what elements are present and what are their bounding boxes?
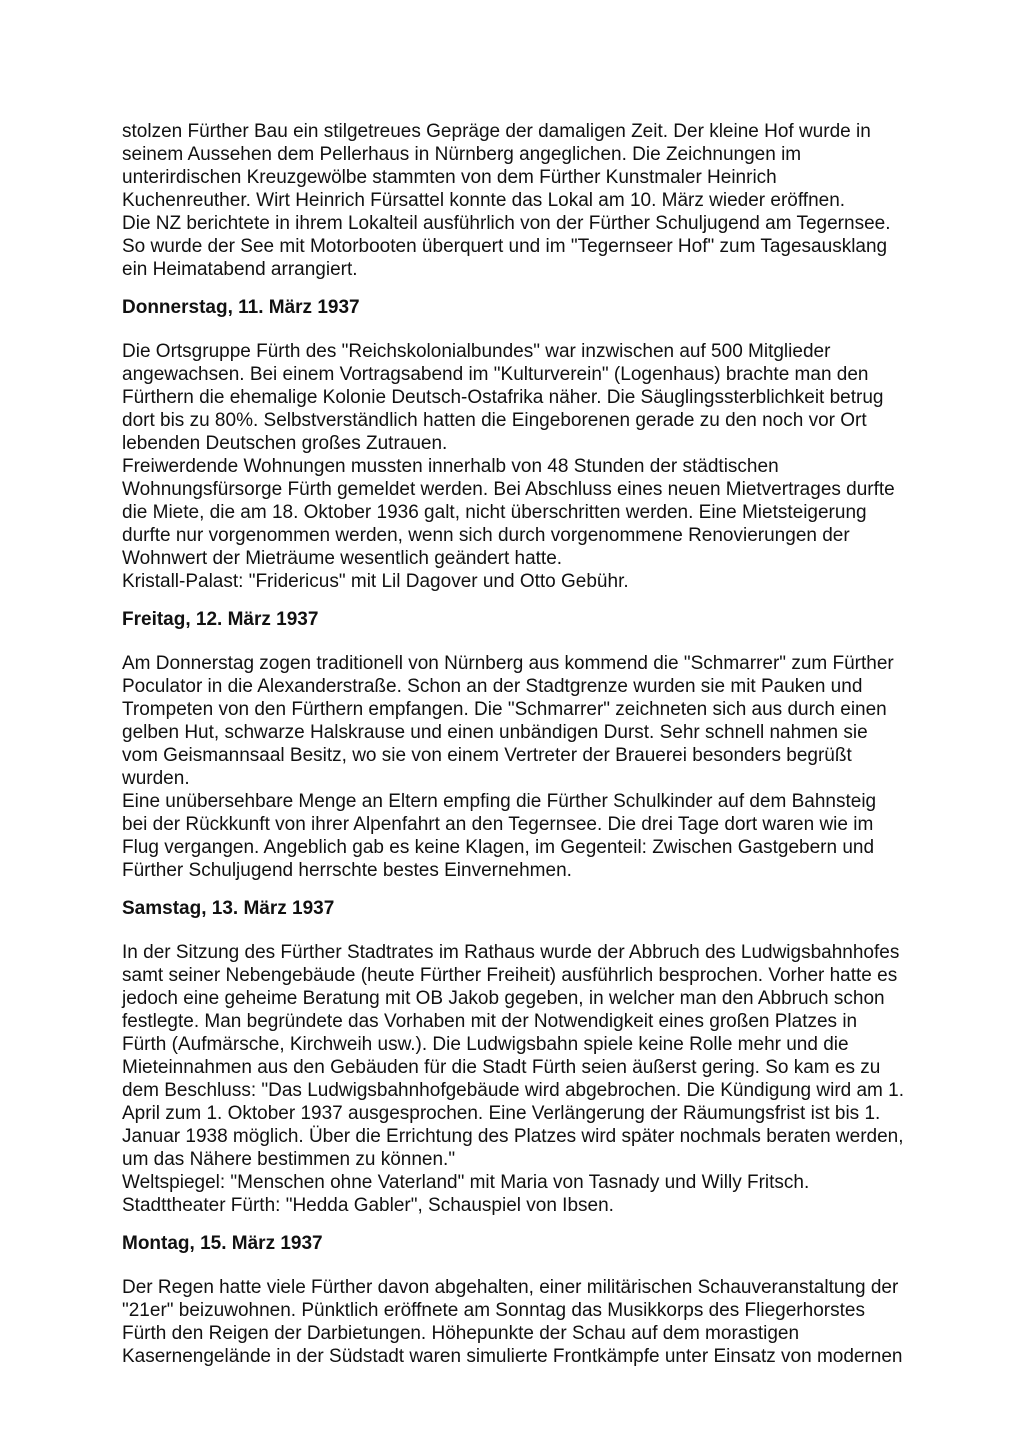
text-line: Kristall-Palast: "Fridericus" mit Lil Dagover und Otto Gebühr. bbox=[122, 571, 629, 592]
text-line: wurden. bbox=[122, 768, 190, 789]
section-heading: Montag, 15. März 1937 bbox=[122, 1233, 323, 1254]
text-line: Fürth (Aufmärsche, Kirchweih usw.). Die Ludwigsbahn spiele keine Rolle mehr und die bbox=[122, 1034, 849, 1055]
paragraph bbox=[122, 652, 922, 790]
text-line: Eine unübersehbare Menge an Eltern empfing die Fürther Schulkinder auf dem Bahnsteig bbox=[122, 791, 877, 812]
text-line: Freiwerdende Wohnungen mussten innerhalb von 48 Stunden der städtischen bbox=[122, 456, 779, 477]
text-line: Wohnwert der Mieträume wesentlich geändert hatte. bbox=[122, 548, 563, 569]
text-line: Trompeten von den Fürthern empfangen. Die "Schmarrer" zeichneten sich aus durch einen bbox=[122, 699, 887, 720]
text-line: unterirdischen Kreuzgewölbe stammten von dem Fürther Kunstmaler Heinrich bbox=[122, 167, 777, 188]
text-line: Die Ortsgruppe Fürth des "Reichskolonialbundes" war inzwischen auf 500 Mitglieder bbox=[122, 341, 831, 362]
text-line: Fürther Schuljugend herrschte bestes Einvernehmen. bbox=[122, 860, 572, 881]
document-content bbox=[122, 120, 922, 1368]
section-heading: Freitag, 12. März 1937 bbox=[122, 609, 319, 630]
text-line: jedoch eine geheime Beratung mit OB Jakob gegeben, in welcher man den Abbruch schon bbox=[122, 988, 885, 1009]
paragraph bbox=[122, 455, 922, 570]
paragraph bbox=[122, 570, 922, 593]
text-line: Am Donnerstag zogen traditionell von Nürnberg aus kommend die "Schmarrer" zum Fürther bbox=[122, 653, 894, 674]
text-line: "21er" beizuwohnen. Pünktlich eröffnete am Sonntag das Musikkorps des Fliegerhorstes bbox=[122, 1300, 865, 1321]
text-line: Weltspiegel: "Menschen ohne Vaterland" mit Maria von Tasnady und Willy Fritsch. bbox=[122, 1172, 810, 1193]
text-line: Die NZ berichtete in ihrem Lokalteil ausführlich von der Fürther Schuljugend am Tegernsee. bbox=[122, 213, 891, 234]
paragraph bbox=[122, 941, 922, 1171]
section-heading: Samstag, 13. März 1937 bbox=[122, 898, 335, 919]
text-line: vom Geismannsaal Besitz, wo sie von einem Vertreter der Brauerei besonders begrüßt bbox=[122, 745, 852, 766]
text-line: ein Heimatabend arrangiert. bbox=[122, 259, 358, 280]
paragraph bbox=[122, 340, 922, 455]
text-line: dem Beschluss: "Das Ludwigsbahnhofgebäude wird abgebrochen. Die Kündigung wird am 1. bbox=[122, 1080, 905, 1101]
text-line: stolzen Fürther Bau ein stilgetreues Gepräge der damaligen Zeit. Der kleine Hof wurde in bbox=[122, 121, 871, 142]
text-line: bei der Rückkunft von ihrer Alpenfahrt an den Tegernsee. Die drei Tage dort waren wie im bbox=[122, 814, 874, 835]
text-line: Wohnungsfürsorge Fürth gemeldet werden. Bei Abschluss eines neuen Mietvertrages durfte bbox=[122, 479, 895, 500]
paragraph bbox=[122, 1171, 922, 1194]
text-line: um das Nähere bestimmen zu können." bbox=[122, 1149, 456, 1170]
text-line: die Miete, die am 18. Oktober 1936 galt, nicht überschritten werden. Eine Mietsteigerung bbox=[122, 502, 867, 523]
section-heading: Donnerstag, 11. März 1937 bbox=[122, 297, 360, 318]
text-line: Fürthern die ehemalige Kolonie Deutsch-Ostafrika näher. Die Säuglingssterblichkeit betrug bbox=[122, 387, 884, 408]
text-line: gelben Hut, schwarze Halskrause und einen unbändigen Durst. Sehr schnell nahmen sie bbox=[122, 722, 868, 743]
paragraph bbox=[122, 1276, 922, 1368]
text-line: seinem Aussehen dem Pellerhaus in Nürnberg angeglichen. Die Zeichnungen im bbox=[122, 144, 802, 165]
paragraph bbox=[122, 1194, 922, 1217]
text-line: Fürth den Reigen der Darbietungen. Höhepunkte der Schau auf dem morastigen bbox=[122, 1323, 800, 1344]
text-line: In der Sitzung des Fürther Stadtrates im Rathaus wurde der Abbruch des Ludwigsbahnhofes bbox=[122, 942, 900, 963]
text-line: Januar 1938 möglich. Über die Errichtung des Platzes wird später nochmals beraten werden, bbox=[122, 1126, 904, 1147]
text-line: angewachsen. Bei einem Vortragsabend im "Kulturverein" (Logenhaus) brachte man den bbox=[122, 364, 869, 385]
text-line: Der Regen hatte viele Fürther davon abgehalten, einer militärischen Schauveranstaltung der bbox=[122, 1277, 899, 1298]
text-line: Stadttheater Fürth: "Hedda Gabler", Schauspiel von Ibsen. bbox=[122, 1195, 614, 1216]
text-line: samt seiner Nebengebäude (heute Fürther Freiheit) ausführlich besprochen. Vorher hatte es bbox=[122, 965, 898, 986]
text-line: Mieteinnahmen aus den Gebäuden für die Stadt Fürth seien äußerst gering. So kam es zu bbox=[122, 1057, 881, 1078]
paragraph bbox=[122, 212, 922, 281]
text-line: So wurde der See mit Motorbooten überquert und im "Tegernseer Hof" zum Tagesausklang bbox=[122, 236, 888, 257]
paragraph bbox=[122, 120, 922, 212]
text-line: durfte nur vorgenommen werden, wenn sich durch vorgenommene Renovierungen der bbox=[122, 525, 850, 546]
text-line: Kuchenreuther. Wirt Heinrich Fürsattel konnte das Lokal am 10. März wieder eröffnen. bbox=[122, 190, 846, 211]
text-line: Flug vergangen. Angeblich gab es keine Klagen, im Gegenteil: Zwischen Gastgebern und bbox=[122, 837, 875, 858]
text-line: Kasernengelände in der Südstadt waren simulierte Frontkämpfe unter Einsatz von modernen bbox=[122, 1346, 903, 1367]
paragraph bbox=[122, 790, 922, 882]
text-line: April zum 1. Oktober 1937 ausgesprochen. Eine Verlängerung der Räumungsfrist ist bis 1. bbox=[122, 1103, 881, 1124]
text-line: festlegte. Man begründete das Vorhaben mit der Notwendigkeit eines großen Platzes in bbox=[122, 1011, 858, 1032]
text-line: Poculator in die Alexanderstraße. Schon an der Stadtgrenze wurden sie mit Pauken und bbox=[122, 676, 863, 697]
text-line: lebenden Deutschen großes Zutrauen. bbox=[122, 433, 448, 454]
text-line: dort bis zu 80%. Selbstverständlich hatten die Eingeborenen gerade zu den noch vor Ort bbox=[122, 410, 867, 431]
